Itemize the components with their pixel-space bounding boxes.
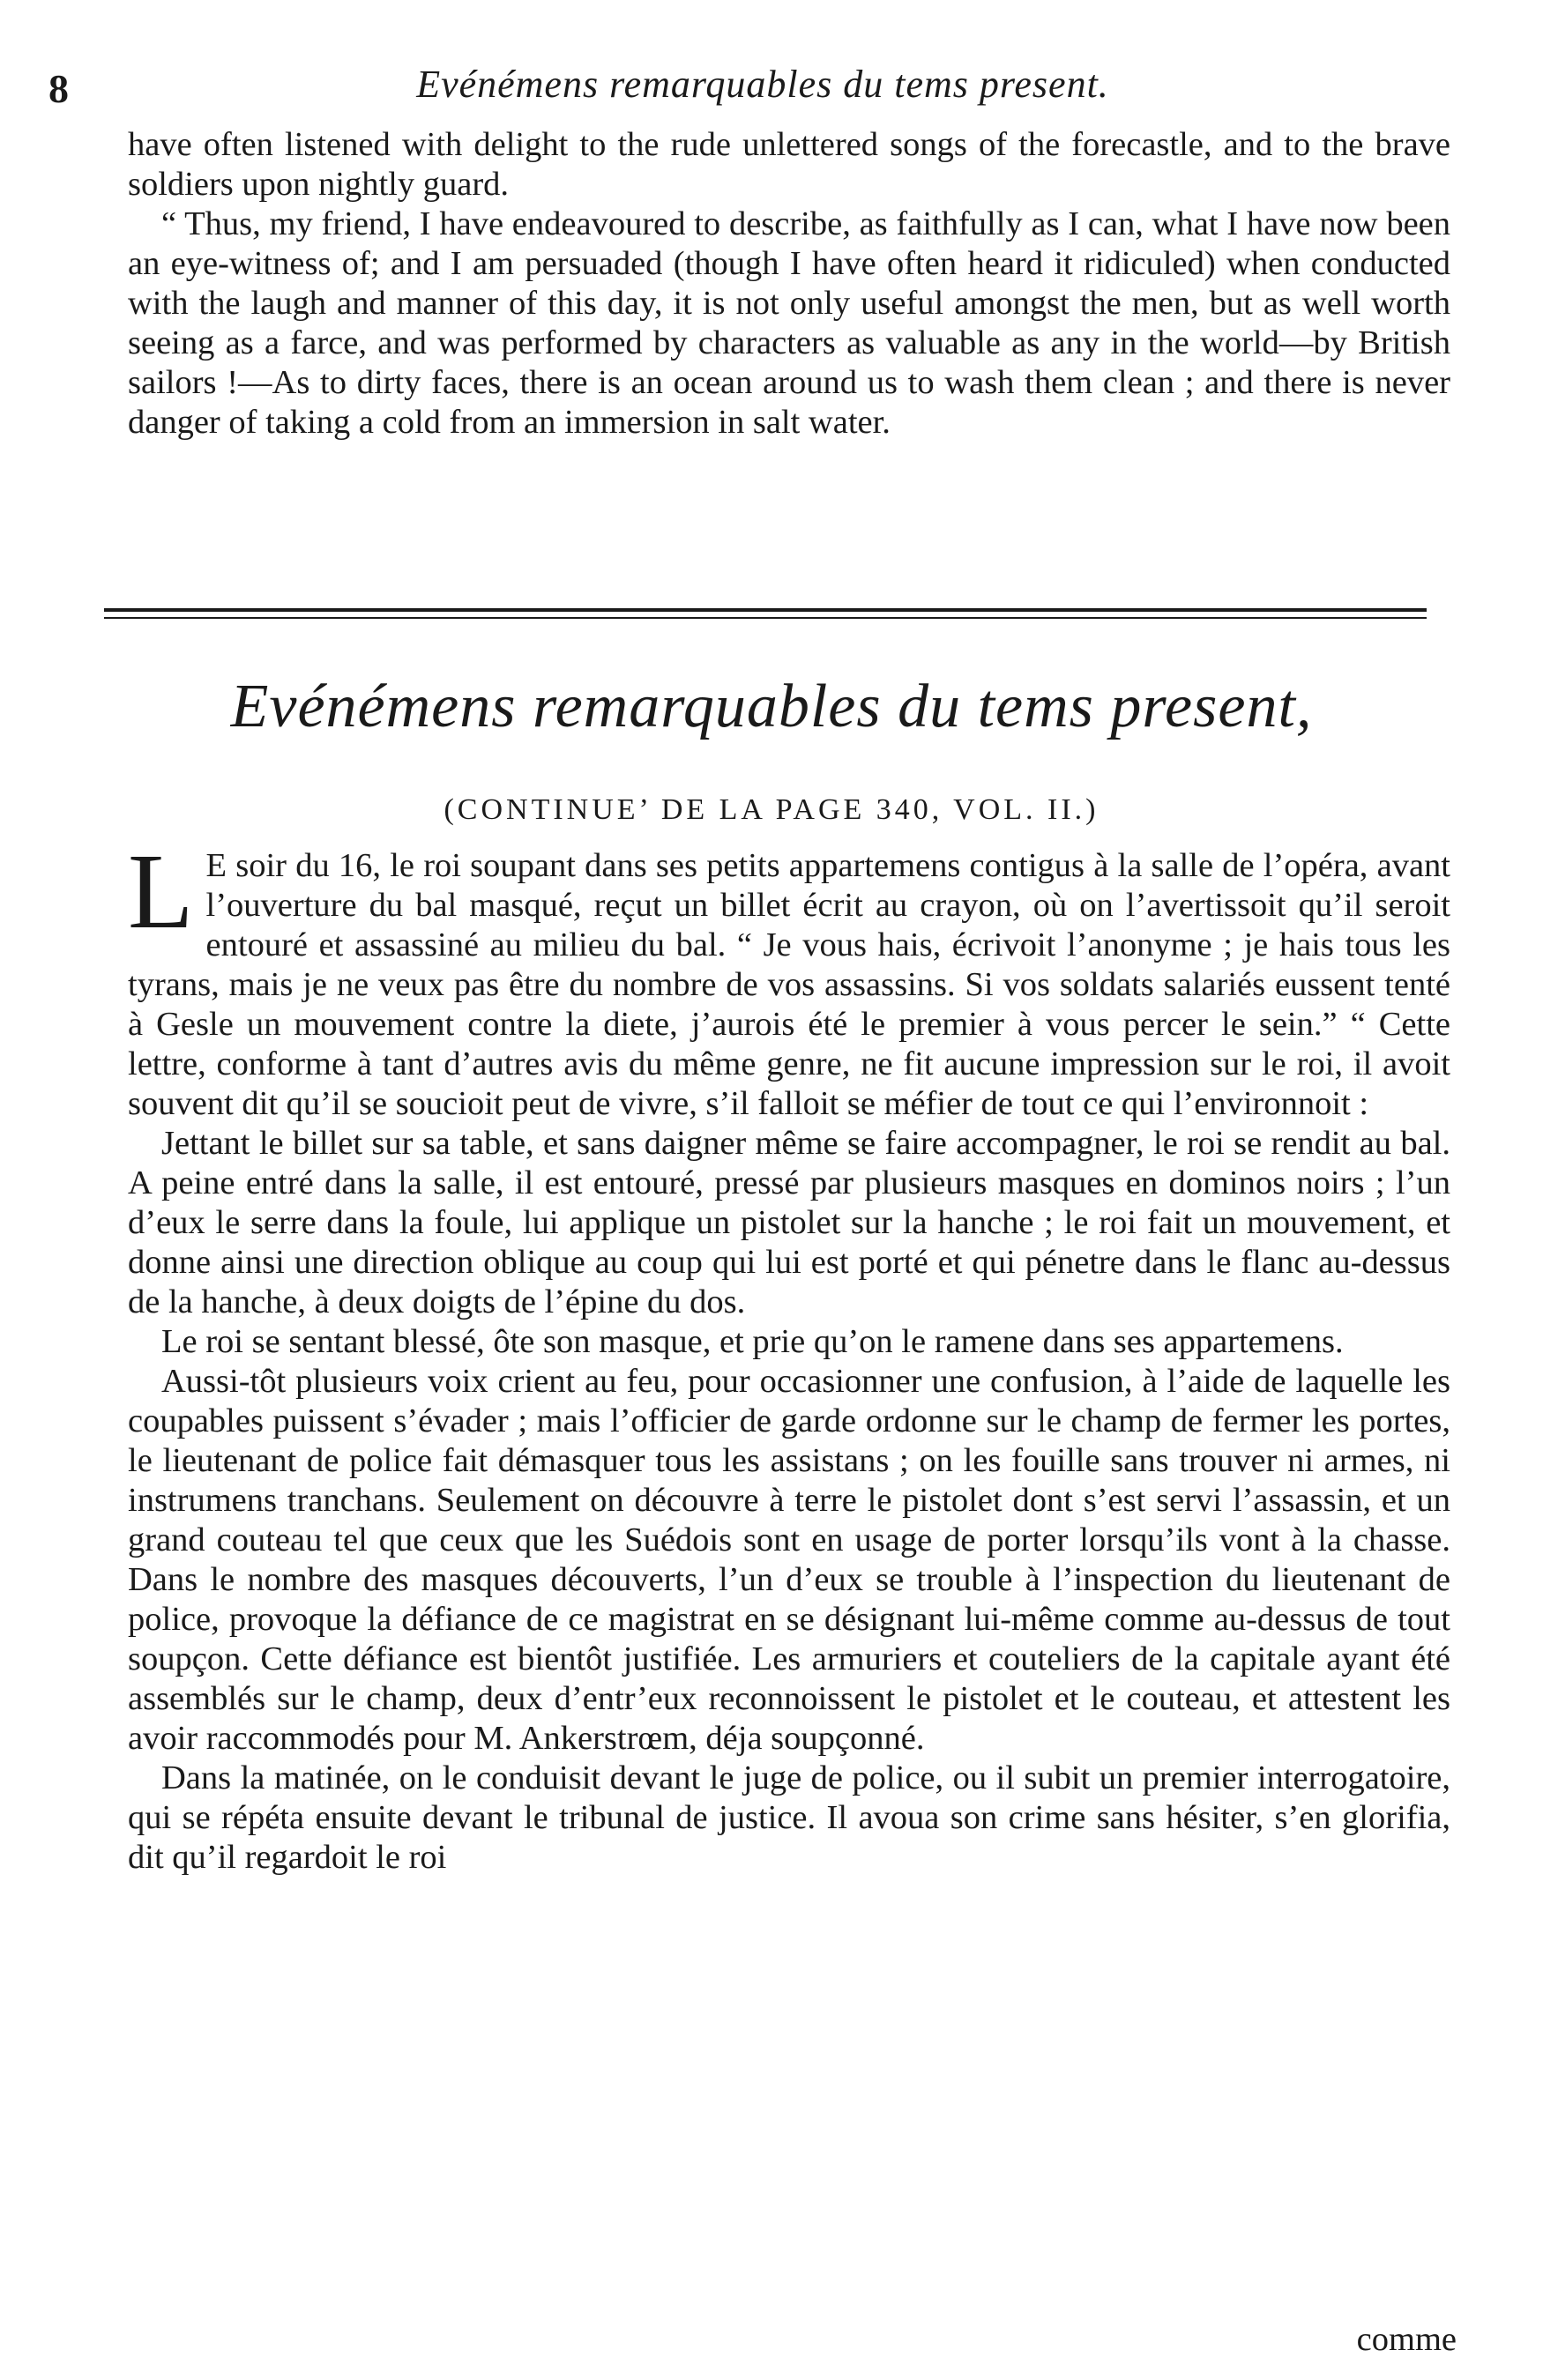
running-title: Evénémens remarquables du tems present. <box>416 63 1109 106</box>
section-divider-rule <box>104 608 1427 619</box>
previous-article <box>128 125 1450 443</box>
previous-article-paragraph: have often listened with delight to the rude unlettered songs of the forecastle, and to the brave soldiers upon nightly guard. <box>128 126 1450 203</box>
previous-article-paragraph: “ Thus, my friend, I have endeavoured to describe, as faithfully as I can, what I have now been an eye-witness of; and I am persuaded (though I have often heard it ridiculed) when conducted with the laugh and manner of this day, it is not only useful amongst the men, but as well worth seeing as a farce, and was performed by characters as valuable as any in the world—by British sailors !—As to dirty faces, there is an ocean around us to wash them clean ; and there is never danger of taking a cold from an immersion in salt water. <box>128 205 1450 441</box>
article-paragraph: Le roi se sentant blessé, ôte son masque, et prie qu’on le ramene dans ses appartemens. <box>161 1323 1344 1360</box>
drop-cap: L <box>128 832 194 951</box>
continuation-note: (CONTINUE’ DE LA PAGE 340, VOL. II.) <box>444 793 1099 826</box>
article-paragraph-text: E soir du 16, le roi soupant dans ses petits appartemens contigus à la salle de l’opéra, avant l’ouverture du bal masqué, reçut un billet écrit au crayon, où on l’avertissoit qu’il seroit entouré et assassiné au milieu du bal. “ Je vous hais, écrivoit l’anonyme ; je hais tous les tyrans, mais je ne veux pas être du nombre de vos assassins. Si vos soldats salariés eussent tenté à Gesle un mouvement contre la diete, j’aurois été le premier à vous percer le sein.” “ Cette lettre, conforme à tant d’autres avis du même genre, ne fit aucune impression sur le roi, il avoit souvent dit qu’il se soucioit peut de vivre, s’il falloit se méfier de tout ce qui l’environnoit : <box>128 847 1450 1122</box>
running-head <box>48 62 1477 123</box>
section-title: Evénémens remarquables du tems present, <box>230 673 1313 740</box>
article-paragraph: Dans la matinée, on le conduisit devant le juge de police, ou il subit un premier interrogatoire, qui se répéta ensuite devant le tribunal de justice. Il avoua son crime sans hésiter, s’en glorifia, dit qu’il regardoit le roi <box>128 1759 1450 1876</box>
article-paragraph: Jettant le billet sur sa table, et sans daigner même se faire accompagner, le roi se rendit au bal. A peine entré dans la salle, il est entouré, pressé par plusieurs masques en dominos noirs ; l’un d’eux le serre dans la foule, lui applique un pistolet sur la hanche ; le roi fait un mouvement, et donne ainsi une direction oblique au coup qui lui est porté et qui pénetre dans le flanc au-dessus de la hanche, à deux doigts de l’épine du dos. <box>128 1125 1450 1320</box>
article-paragraph <box>128 832 1450 1124</box>
article-body <box>128 832 1450 1878</box>
catchword: comme <box>1356 2321 1457 2358</box>
article-paragraph: Aussi-tôt plusieurs voix crient au feu, pour occasionner une confusion, à l’aide de laquelle les coupables puissent s’évader ; mais l’officier de garde ordonne sur le champ de fermer les portes, le lieutenant de police fait démasquer tous les assistans ; on les fouille sans trouver ni armes, ni instrumens tranchans. Seulement on découvre à terre le pistolet dont s’est servi l’assassin, et un grand couteau tel que ceux que les Suédois sont en usage de porter lorsqu’ils vont à la chasse. Dans le nombre des masques découverts, l’un d’eux se trouble à l’inspection du lieutenant de police, provoque la défiance de ce magistrat en se désignant lui-même comme au-dessus de tout soupçon. Cette défiance est bientôt justifiée. Les armuriers et couteliers de la capitale ayant été assemblés sur le champ, deux d’entr’eux reconnoissent le pistolet et le couteau, et attestent les avoir raccommodés pour M. Ankerstrœm, déja soupçonné. <box>128 1363 1450 1757</box>
page-number: 8 <box>48 66 69 111</box>
